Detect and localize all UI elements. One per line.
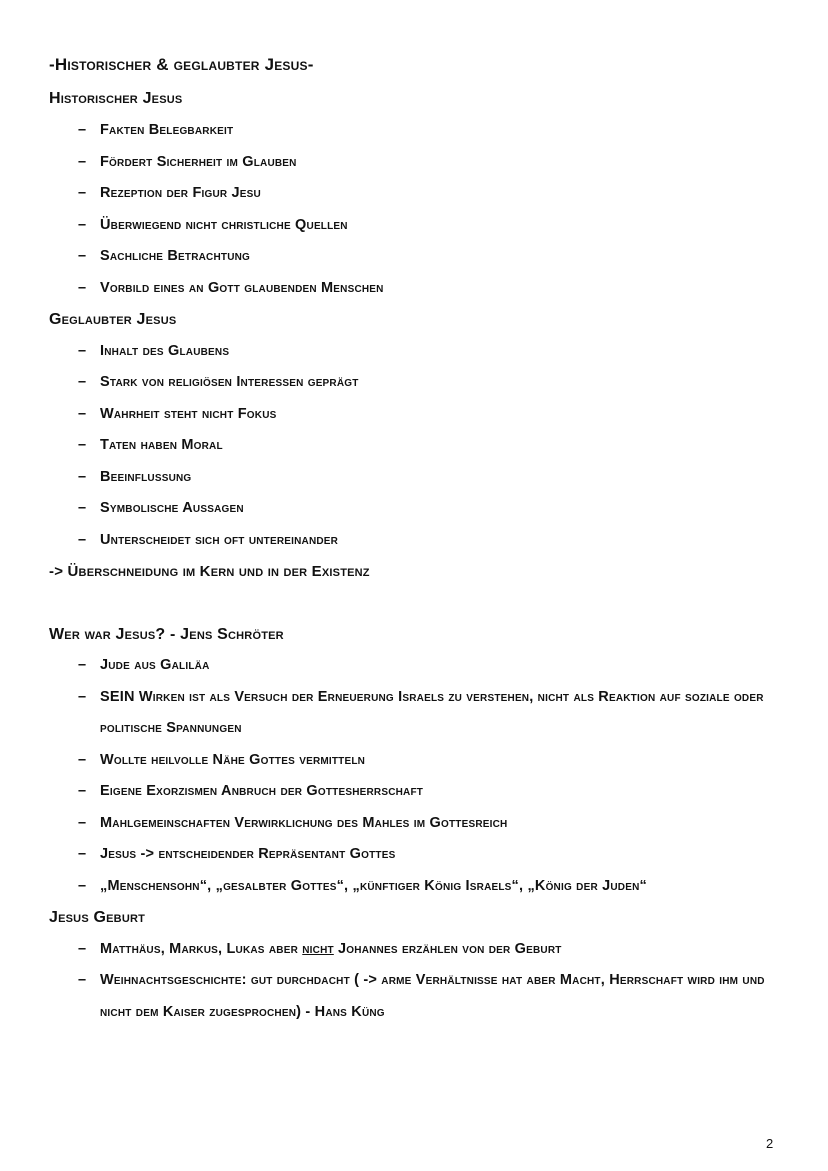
bullet-dash: – [78,689,87,705]
list-item: – Mahlgemeinschaften Verwirklichung des Mahles im Gottesreich [78,815,508,831]
list-item: – Eigene Exorzismen Anbruch der Gottesherrschaft [78,783,424,799]
bullet-dash: – [78,122,87,138]
heading-jesus-geburt: Jesus Geburt [49,909,146,926]
heading-wer-war-jesus: Wer war Jesus? - Jens Schröter [49,626,284,643]
list-item: – Beeinflussung [78,469,192,485]
bullet-dash: – [78,280,87,296]
list-item: – „Menschensohn“, „gesalbter Gottes“, „künftiger König Israels“, „König der Juden“ [78,878,647,894]
bullet-dash: – [78,846,87,862]
list-item: – Symbolische Aussagen [78,500,244,516]
list-item: – Rezeption der Figur Jesu [78,185,261,201]
page-number: 2 [766,1136,774,1151]
list-item: – SEIN Wirken ist als Versuch der Erneuerung Israels zu verstehen, nicht als Reaktion auf soziale oder [78,689,764,705]
bullet-dash: – [78,217,87,233]
bullet-dash: – [78,406,87,422]
bullet-dash: – [78,815,87,831]
bullet-dash: – [78,878,87,894]
bullet-dash: – [78,185,87,201]
list-item: – Stark von religiösen Interessen geprägt [78,374,359,390]
list-item: – Überwiegend nicht christliche Quellen [78,217,348,233]
bullet-dash: – [78,941,87,957]
bullet-dash: – [78,248,87,264]
conclusion-line: -> Überschneidung im Kern und in der Existenz [49,563,370,580]
bullet-dash: – [78,469,87,485]
list-item: – Fakten Belegbarkeit [78,122,234,138]
list-item: – Unterscheidet sich oft untereinander [78,532,339,548]
list-item: – Weihnachtsgeschichte: gut durchdacht ( -> arme Verhältnisse hat aber Macht, Herrschaft wird ihm und [78,972,765,988]
heading-geglaubter-jesus: Geglaubter Jesus [49,311,177,328]
list-item: – Taten haben Moral [78,437,223,453]
list-item: – Wahrheit steht nicht Fokus [78,406,277,422]
list-item: – Sachliche Betrachtung [78,248,251,264]
bullet-dash: – [78,500,87,516]
list-item: – Jude aus Galiläa [78,657,210,673]
bullet-dash: – [78,657,87,673]
list-item: – Inhalt des Glaubens [78,343,230,359]
heading-historischer-jesus: Historischer Jesus [49,90,183,107]
list-item: – Wollte heilvolle Nähe Gottes vermitteln [78,752,366,768]
list-item: – Fördert Sicherheit im Glauben [78,154,297,170]
list-item-continuation: nicht dem Kaiser zugesprochen) - Hans Küng [100,1004,385,1020]
list-item: – Matthäus, Markus, Lukas aber nicht Johannes erzählen von der Geburt [78,941,562,957]
list-item: – Jesus -> entscheidender Repräsentant Gottes [78,846,396,862]
underlined-word: nicht [302,941,334,957]
list-item: – Vorbild eines an Gott glaubenden Menschen [78,280,384,296]
bullet-dash: – [78,532,87,548]
bullet-dash: – [78,783,87,799]
bullet-dash: – [78,343,87,359]
bullet-dash: – [78,972,87,988]
bullet-dash: – [78,374,87,390]
bullet-dash: – [78,437,87,453]
bullet-dash: – [78,154,87,170]
bullet-dash: – [78,752,87,768]
list-item-continuation: politische Spannungen [100,720,242,736]
page-title: -Historischer & geglaubter Jesus- [49,55,314,74]
